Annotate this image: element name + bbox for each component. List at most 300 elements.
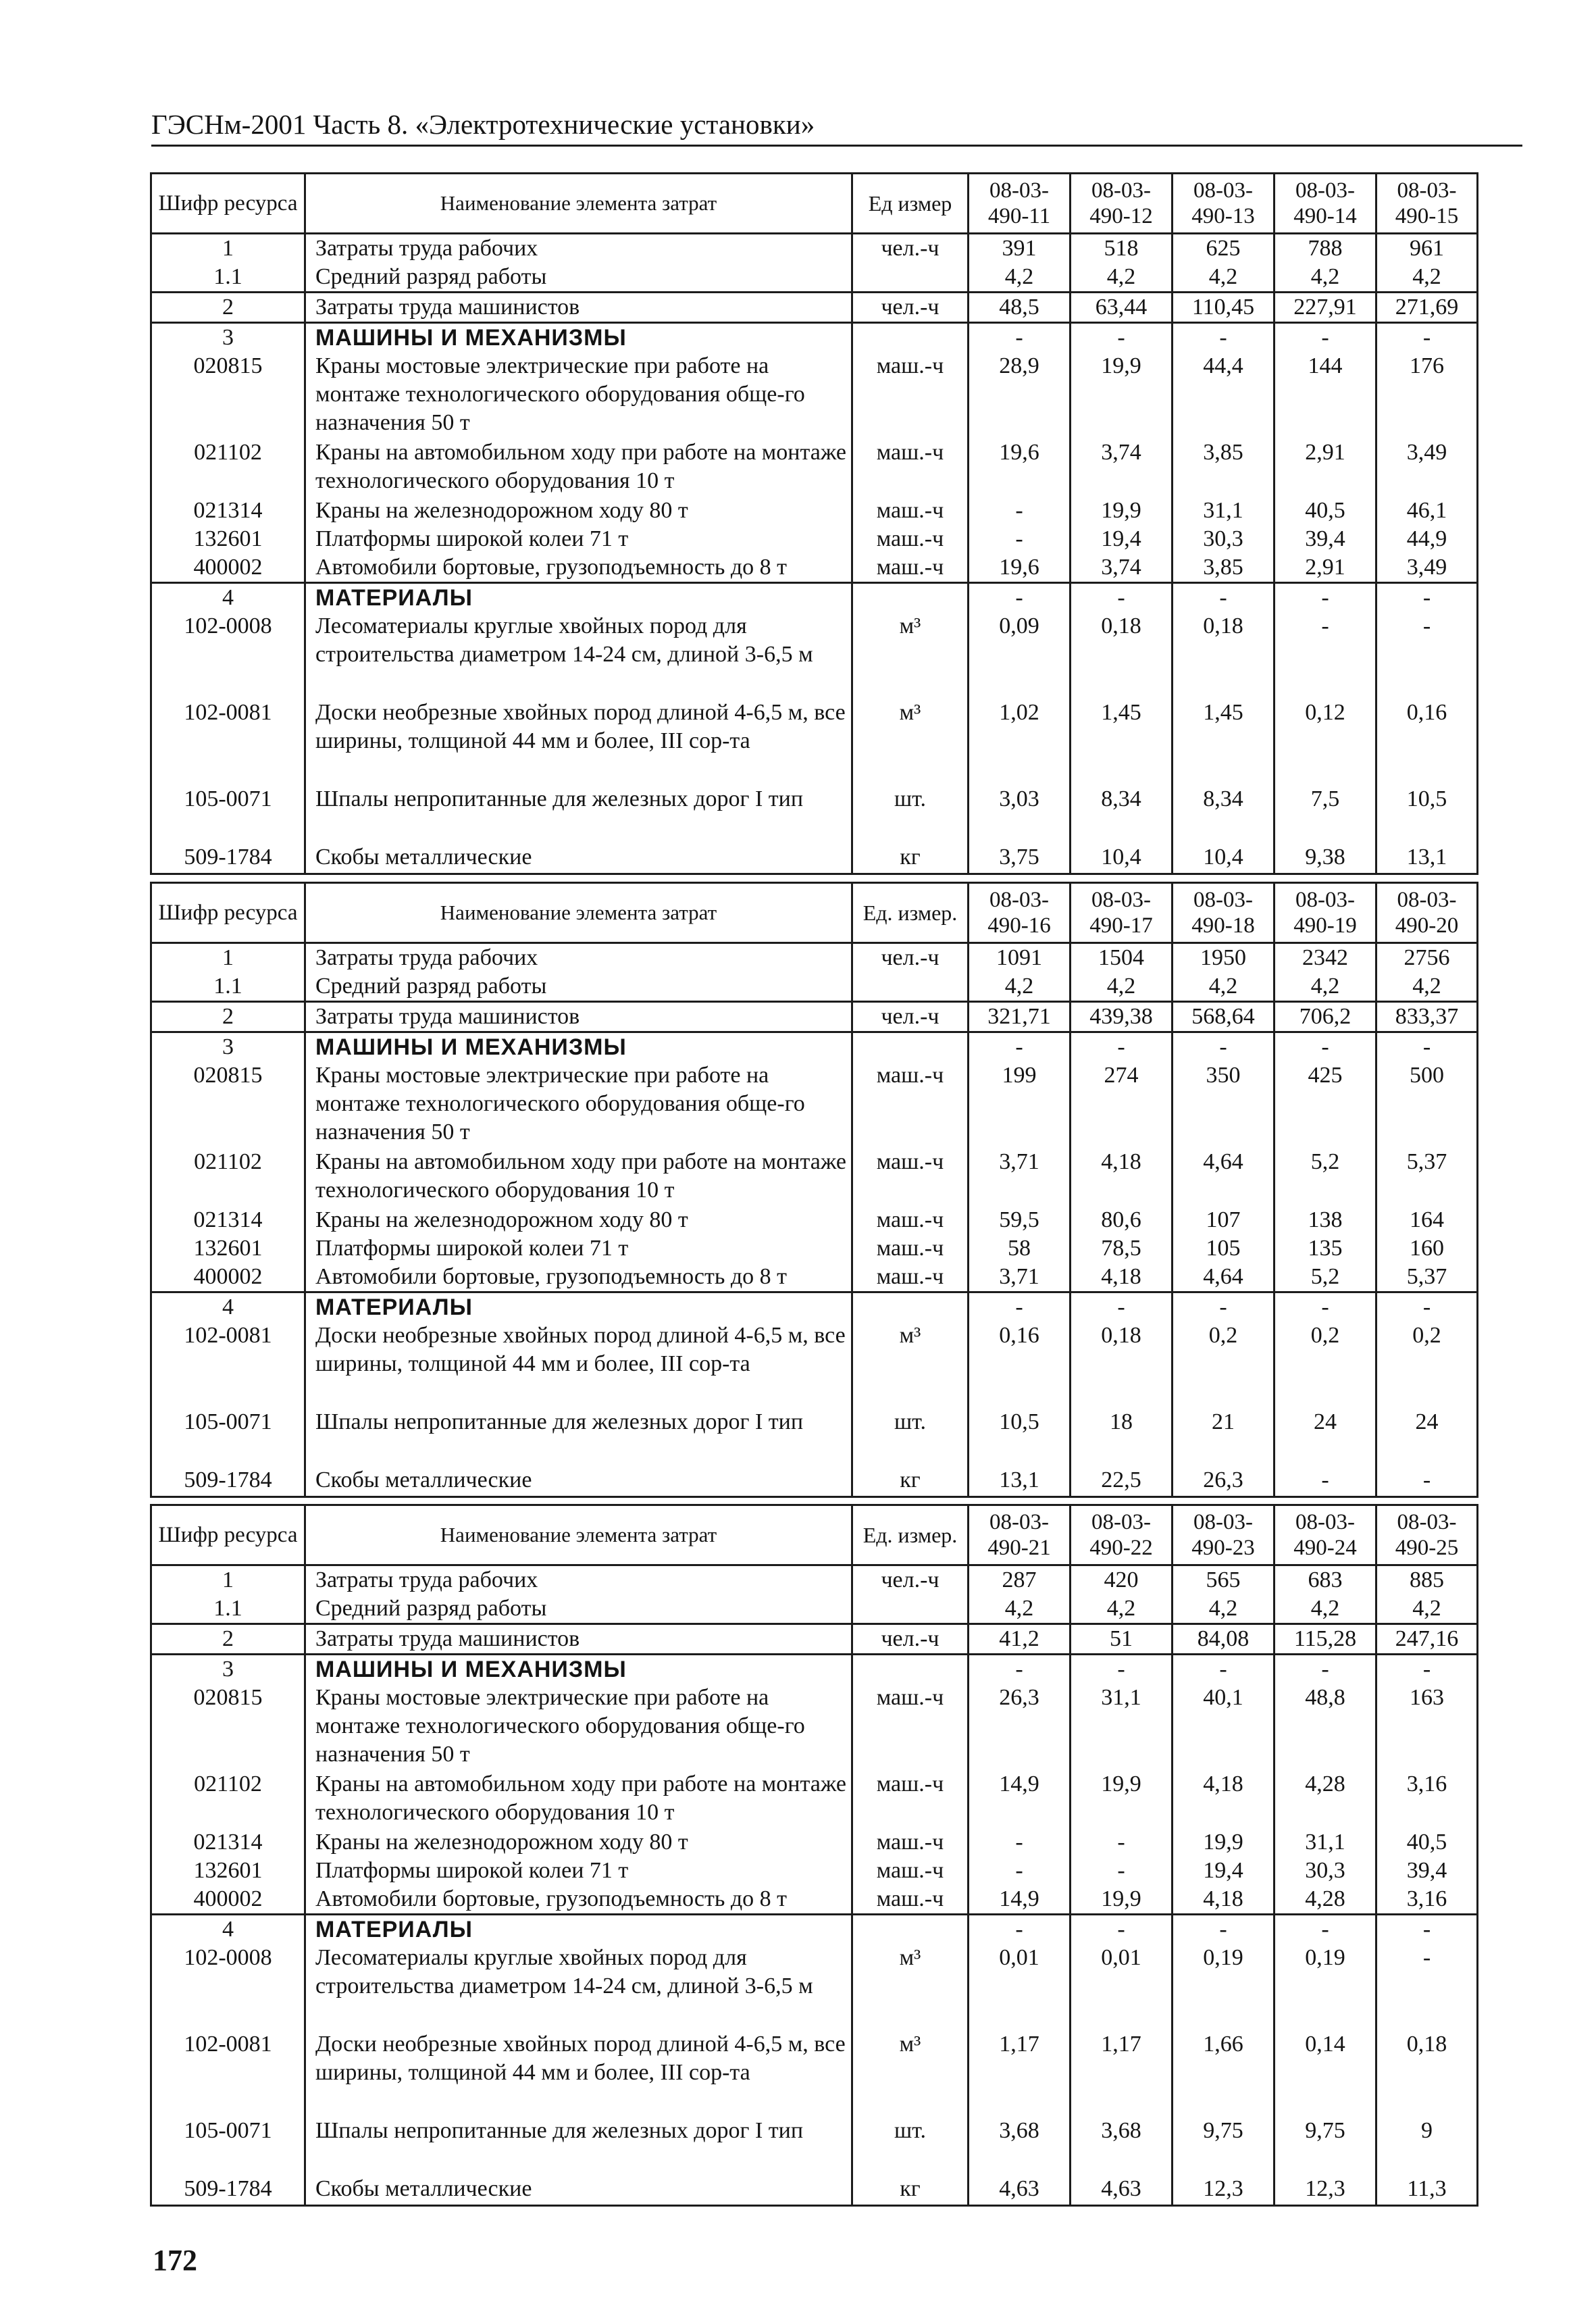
resource-value: 2342 xyxy=(1275,943,1376,973)
resource-code: 509-1784 xyxy=(151,2175,305,2206)
resource-name: Доски необрезные хвойных пород длиной 4-6,5 м, все ширины, толщиной 44 мм и более, III сор-та xyxy=(305,2030,852,2117)
resource-name: Платформы широкой колеи 71 т xyxy=(305,1234,852,1263)
column-header-norm: 08-03-490-23 xyxy=(1173,1505,1275,1565)
column-header-norm: 08-03-490-15 xyxy=(1376,174,1478,234)
resource-value: 0,18 xyxy=(1071,1322,1173,1408)
resource-unit: маш.-ч xyxy=(852,497,969,525)
resource-value: 19,9 xyxy=(1071,1770,1173,1828)
resource-value: 3,16 xyxy=(1376,1770,1478,1828)
resource-name: Автомобили бортовые, грузоподъемность до 8 т xyxy=(305,553,852,583)
resource-name: Доски необрезные хвойных пород длиной 4-6,5 м, все ширины, толщиной 44 мм и более, III сор-та xyxy=(305,1322,852,1408)
resource-unit: маш.-ч xyxy=(852,1234,969,1263)
table-row xyxy=(151,583,1478,613)
resource-value: 350 xyxy=(1173,1061,1275,1148)
resource-unit: маш.-ч xyxy=(852,438,969,497)
resource-unit: кг xyxy=(852,2175,969,2206)
resource-unit: чел.-ч xyxy=(852,1002,969,1032)
resource-value: 19,9 xyxy=(1071,497,1173,525)
resource-value: 4,2 xyxy=(1173,972,1275,1002)
table-row xyxy=(151,1857,1478,1885)
column-header-norm: 08-03-490-24 xyxy=(1275,1505,1376,1565)
table-row xyxy=(151,1565,1478,1595)
resource-value: 11,3 xyxy=(1376,2175,1478,2206)
resource-value: 4,2 xyxy=(1275,1594,1376,1624)
resource-value: 3,16 xyxy=(1376,1885,1478,1915)
resource-value: 199 xyxy=(969,1061,1071,1148)
resource-code: 1 xyxy=(151,234,305,263)
column-header-norm: 08-03-490-13 xyxy=(1173,174,1275,234)
resource-value: 3,49 xyxy=(1376,438,1478,497)
resource-value: 271,69 xyxy=(1376,293,1478,323)
resource-name: Шпалы непропитанные для железных дорог I тип xyxy=(305,1408,852,1466)
table-row xyxy=(151,1655,1478,1684)
resource-value: 19,4 xyxy=(1173,1857,1275,1885)
resource-name: МАШИНЫ И МЕХАНИЗМЫ xyxy=(305,1655,852,1684)
resource-code: 400002 xyxy=(151,553,305,583)
table-row xyxy=(151,1770,1478,1828)
resource-name: Краны мостовые электрические при работе на монтаже технологического оборудования обще-го назначения 50 т xyxy=(305,1061,852,1148)
resource-code: 102-0081 xyxy=(151,699,305,785)
column-header-norm: 08-03-490-17 xyxy=(1071,883,1173,943)
resource-code: 400002 xyxy=(151,1885,305,1915)
table-row xyxy=(151,843,1478,874)
resource-value: 13,1 xyxy=(1376,843,1478,874)
table-row xyxy=(151,1263,1478,1292)
resource-unit: чел.-ч xyxy=(852,234,969,263)
resource-value: - xyxy=(969,1828,1071,1857)
resource-value: 14,9 xyxy=(969,1885,1071,1915)
resource-code: 020815 xyxy=(151,352,305,438)
resource-value: 1504 xyxy=(1071,943,1173,973)
resource-code: 1.1 xyxy=(151,263,305,293)
resource-value: 3,71 xyxy=(969,1148,1071,1206)
resource-value: 138 xyxy=(1275,1206,1376,1234)
resource-value: - xyxy=(1275,1032,1376,1062)
resource-value: 19,9 xyxy=(1071,1885,1173,1915)
resource-value: 0,18 xyxy=(1376,2030,1478,2117)
resource-code: 2 xyxy=(151,1624,305,1655)
column-header-code: Шифр ресурса xyxy=(151,883,305,943)
resource-name: Скобы металлические xyxy=(305,1466,852,1497)
resource-value: 19,4 xyxy=(1071,525,1173,553)
resource-code: 021314 xyxy=(151,1206,305,1234)
resource-unit: маш.-ч xyxy=(852,525,969,553)
table-row xyxy=(151,2030,1478,2117)
table-row xyxy=(151,1684,1478,1770)
resource-unit xyxy=(852,1292,969,1322)
resource-value: 163 xyxy=(1376,1684,1478,1770)
resource-value: - xyxy=(969,323,1071,353)
resource-unit: маш.-ч xyxy=(852,1885,969,1915)
resource-code: 105-0071 xyxy=(151,1408,305,1466)
resource-name: Платформы широкой колеи 71 т xyxy=(305,525,852,553)
resource-unit xyxy=(852,583,969,613)
resource-value: 31,1 xyxy=(1071,1684,1173,1770)
resource-value: 0,2 xyxy=(1275,1322,1376,1408)
resource-code: 021314 xyxy=(151,1828,305,1857)
resource-value: 2,91 xyxy=(1275,438,1376,497)
resource-code: 105-0071 xyxy=(151,785,305,843)
resource-value: 10,4 xyxy=(1071,843,1173,874)
resource-value: - xyxy=(1275,1466,1376,1497)
resource-code: 102-0008 xyxy=(151,1944,305,2030)
resource-value: - xyxy=(1173,1655,1275,1684)
resource-value: 19,9 xyxy=(1071,352,1173,438)
resource-value: 4,2 xyxy=(969,263,1071,293)
resource-value: 58 xyxy=(969,1234,1071,1263)
resource-value: - xyxy=(1275,612,1376,699)
table-row xyxy=(151,612,1478,699)
resource-name: Затраты труда машинистов xyxy=(305,1624,852,1655)
table-row xyxy=(151,1148,1478,1206)
resource-value: 4,2 xyxy=(1275,972,1376,1002)
resource-value: 26,3 xyxy=(969,1684,1071,1770)
resource-value: - xyxy=(1376,1944,1478,2030)
resource-value: 40,1 xyxy=(1173,1684,1275,1770)
table-header-row xyxy=(151,1505,1478,1565)
resource-value: 9,75 xyxy=(1275,2117,1376,2175)
column-header-norm: 08-03-490-14 xyxy=(1275,174,1376,234)
resource-value: 4,2 xyxy=(1376,263,1478,293)
resource-value: 10,4 xyxy=(1173,843,1275,874)
resource-value: 0,01 xyxy=(1071,1944,1173,2030)
resource-value: 2,91 xyxy=(1275,553,1376,583)
resource-name: Затраты труда машинистов xyxy=(305,1002,852,1032)
resource-value: - xyxy=(1376,612,1478,699)
resource-value: 420 xyxy=(1071,1565,1173,1595)
table-row xyxy=(151,1061,1478,1148)
resource-value: - xyxy=(1071,1655,1173,1684)
resource-code: 4 xyxy=(151,1915,305,1944)
header-divider xyxy=(151,145,1522,147)
resource-value: - xyxy=(1376,583,1478,613)
table-row xyxy=(151,323,1478,353)
column-header-code: Шифр ресурса xyxy=(151,1505,305,1565)
resource-value: 1,66 xyxy=(1173,2030,1275,2117)
resource-unit xyxy=(852,1594,969,1624)
resource-unit: шт. xyxy=(852,2117,969,2175)
resource-unit: маш.-ч xyxy=(852,352,969,438)
resource-value: 48,5 xyxy=(969,293,1071,323)
resource-value: - xyxy=(1275,1915,1376,1944)
resource-value: 51 xyxy=(1071,1624,1173,1655)
table-row xyxy=(151,352,1478,438)
resource-value: - xyxy=(1173,1032,1275,1062)
resource-value: 4,63 xyxy=(969,2175,1071,2206)
resource-value: 28,9 xyxy=(969,352,1071,438)
resource-name: Автомобили бортовые, грузоподъемность до 8 т xyxy=(305,1885,852,1915)
column-header-norm: 08-03-490-11 xyxy=(969,174,1071,234)
resource-value: 3,68 xyxy=(969,2117,1071,2175)
resource-value: 0,19 xyxy=(1275,1944,1376,2030)
resource-unit: кг xyxy=(852,1466,969,1497)
resource-name: Шпалы непропитанные для железных дорог I тип xyxy=(305,785,852,843)
resource-value: 4,64 xyxy=(1173,1148,1275,1206)
resource-name: МАТЕРИАЛЫ xyxy=(305,1915,852,1944)
resource-value: 3,03 xyxy=(969,785,1071,843)
table-row xyxy=(151,1322,1478,1408)
resource-value: 9,38 xyxy=(1275,843,1376,874)
resource-value: 247,16 xyxy=(1376,1624,1478,1655)
resource-value: 2756 xyxy=(1376,943,1478,973)
resource-code: 102-0081 xyxy=(151,2030,305,2117)
resource-value: 4,2 xyxy=(1071,972,1173,1002)
resource-value: - xyxy=(1173,323,1275,353)
resource-value: - xyxy=(969,583,1071,613)
resource-value: 0,16 xyxy=(969,1322,1071,1408)
resource-value: 1,17 xyxy=(1071,2030,1173,2117)
resource-code: 2 xyxy=(151,1002,305,1032)
column-header-norm: 08-03-490-16 xyxy=(969,883,1071,943)
resource-unit: маш.-ч xyxy=(852,1061,969,1148)
page-number: 172 xyxy=(153,2244,197,2277)
resource-value: - xyxy=(1071,1828,1173,1857)
resource-unit: чел.-ч xyxy=(852,1624,969,1655)
table-row xyxy=(151,497,1478,525)
resource-value: - xyxy=(1376,1915,1478,1944)
resource-value: - xyxy=(1071,583,1173,613)
resource-value: 4,2 xyxy=(969,972,1071,1002)
resource-name: Краны мостовые электрические при работе на монтаже технологического оборудования обще-го назначения 50 т xyxy=(305,352,852,438)
resource-unit: м³ xyxy=(852,1322,969,1408)
resource-value: 4,2 xyxy=(1275,263,1376,293)
table-row xyxy=(151,943,1478,973)
resource-value: - xyxy=(1071,1915,1173,1944)
resource-value: 30,3 xyxy=(1173,525,1275,553)
resource-table xyxy=(150,882,1478,1498)
column-header-norm: 08-03-490-18 xyxy=(1173,883,1275,943)
resource-value: - xyxy=(969,1915,1071,1944)
resource-value: 105 xyxy=(1173,1234,1275,1263)
table-row xyxy=(151,1885,1478,1915)
resource-code: 020815 xyxy=(151,1061,305,1148)
table-row xyxy=(151,1624,1478,1655)
table-row xyxy=(151,1594,1478,1624)
resource-value: 3,68 xyxy=(1071,2117,1173,2175)
table-row xyxy=(151,1292,1478,1322)
resource-value: 0,2 xyxy=(1173,1322,1275,1408)
resource-value: 706,2 xyxy=(1275,1002,1376,1032)
resource-value: - xyxy=(1376,1466,1478,1497)
resource-value: 961 xyxy=(1376,234,1478,263)
resource-value: - xyxy=(969,1292,1071,1322)
resource-unit: шт. xyxy=(852,785,969,843)
resource-value: 26,3 xyxy=(1173,1466,1275,1497)
resource-value: 12,3 xyxy=(1275,2175,1376,2206)
resource-value: 30,3 xyxy=(1275,1857,1376,1885)
resource-value: - xyxy=(1275,1655,1376,1684)
resource-value: 500 xyxy=(1376,1061,1478,1148)
resource-unit: чел.-ч xyxy=(852,293,969,323)
resource-value: 110,45 xyxy=(1173,293,1275,323)
resource-name: Краны на автомобильном ходу при работе на монтаже технологического оборудования 10 т xyxy=(305,1770,852,1828)
resource-value: 9 xyxy=(1376,2117,1478,2175)
resource-unit: маш.-ч xyxy=(852,1828,969,1857)
resource-name: Скобы металлические xyxy=(305,2175,852,2206)
table-header-row xyxy=(151,883,1478,943)
resource-code: 102-0008 xyxy=(151,612,305,699)
resource-unit: маш.-ч xyxy=(852,1770,969,1828)
resource-value: 5,2 xyxy=(1275,1263,1376,1292)
resource-value: 31,1 xyxy=(1275,1828,1376,1857)
table-row xyxy=(151,1944,1478,2030)
resource-value: 176 xyxy=(1376,352,1478,438)
resource-value: 22,5 xyxy=(1071,1466,1173,1497)
resource-value: 1950 xyxy=(1173,943,1275,973)
resource-value: - xyxy=(969,497,1071,525)
resource-value: 7,5 xyxy=(1275,785,1376,843)
resource-value: 24 xyxy=(1376,1408,1478,1466)
column-header-norm: 08-03-490-12 xyxy=(1071,174,1173,234)
resource-name: Доски необрезные хвойных пород длиной 4-6,5 м, все ширины, толщиной 44 мм и более, III сор-та xyxy=(305,699,852,785)
resource-value: - xyxy=(1275,583,1376,613)
resource-value: 0,18 xyxy=(1071,612,1173,699)
resource-value: 41,2 xyxy=(969,1624,1071,1655)
resource-value: - xyxy=(1071,1857,1173,1885)
resource-unit xyxy=(852,263,969,293)
resource-code: 3 xyxy=(151,1655,305,1684)
resource-code: 3 xyxy=(151,323,305,353)
resource-value: 4,63 xyxy=(1071,2175,1173,2206)
resource-name: Краны на железнодорожном ходу 80 т xyxy=(305,1206,852,1234)
table-row xyxy=(151,1032,1478,1062)
resource-value: 5,37 xyxy=(1376,1263,1478,1292)
table-row xyxy=(151,1915,1478,1944)
resource-code: 509-1784 xyxy=(151,843,305,874)
resource-name: МАШИНЫ И МЕХАНИЗМЫ xyxy=(305,1032,852,1062)
resource-value: 0,18 xyxy=(1173,612,1275,699)
resource-name: Средний разряд работы xyxy=(305,972,852,1002)
resource-unit: кг xyxy=(852,843,969,874)
resource-code: 1 xyxy=(151,943,305,973)
resource-value: 1091 xyxy=(969,943,1071,973)
resource-name: Платформы широкой колеи 71 т xyxy=(305,1857,852,1885)
column-header-code: Шифр ресурса xyxy=(151,174,305,234)
resource-value: 3,74 xyxy=(1071,438,1173,497)
resource-value: 3,75 xyxy=(969,843,1071,874)
resource-value: - xyxy=(969,525,1071,553)
resource-value: - xyxy=(1173,583,1275,613)
resource-unit xyxy=(852,972,969,1002)
resource-name: Краны на автомобильном ходу при работе на монтаже технологического оборудования 10 т xyxy=(305,438,852,497)
resource-unit: маш.-ч xyxy=(852,1148,969,1206)
resource-unit: шт. xyxy=(852,1408,969,1466)
resource-value: 683 xyxy=(1275,1565,1376,1595)
resource-value: 4,2 xyxy=(1376,972,1478,1002)
table-row xyxy=(151,1828,1478,1857)
resource-name: МАТЕРИАЛЫ xyxy=(305,1292,852,1322)
table-row xyxy=(151,234,1478,263)
resource-value: 274 xyxy=(1071,1061,1173,1148)
table-row xyxy=(151,2117,1478,2175)
table-header-row xyxy=(151,174,1478,234)
resource-code: 021314 xyxy=(151,497,305,525)
resource-name: Затраты труда рабочих xyxy=(305,234,852,263)
resource-code: 021102 xyxy=(151,1148,305,1206)
resource-value: 12,3 xyxy=(1173,2175,1275,2206)
resource-value: 4,2 xyxy=(1376,1594,1478,1624)
resource-code: 132601 xyxy=(151,525,305,553)
resource-code: 1.1 xyxy=(151,972,305,1002)
resource-value: 19,9 xyxy=(1173,1828,1275,1857)
resource-value: - xyxy=(969,1032,1071,1062)
resource-code: 021102 xyxy=(151,438,305,497)
resource-name: Краны на железнодорожном ходу 80 т xyxy=(305,497,852,525)
resource-unit: м³ xyxy=(852,699,969,785)
table-row xyxy=(151,525,1478,553)
resource-value: 1,45 xyxy=(1071,699,1173,785)
resource-name: МАТЕРИАЛЫ xyxy=(305,583,852,613)
resource-value: 4,64 xyxy=(1173,1263,1275,1292)
resource-unit xyxy=(852,1032,969,1062)
resource-value: 18 xyxy=(1071,1408,1173,1466)
resource-value: 80,6 xyxy=(1071,1206,1173,1234)
resource-value: 1,45 xyxy=(1173,699,1275,785)
resource-value: 10,5 xyxy=(1376,785,1478,843)
resource-value: 78,5 xyxy=(1071,1234,1173,1263)
resource-value: 4,2 xyxy=(1173,1594,1275,1624)
table-row xyxy=(151,1234,1478,1263)
resource-unit: маш.-ч xyxy=(852,553,969,583)
resource-name: Средний разряд работы xyxy=(305,1594,852,1624)
resource-value: 4,2 xyxy=(1071,263,1173,293)
resource-value: - xyxy=(1173,1292,1275,1322)
resource-value: 3,85 xyxy=(1173,438,1275,497)
table-row xyxy=(151,2175,1478,2206)
table-row xyxy=(151,553,1478,583)
resource-value: - xyxy=(1071,1292,1173,1322)
resource-code: 020815 xyxy=(151,1684,305,1770)
resource-value: - xyxy=(969,1857,1071,1885)
resource-value: 115,28 xyxy=(1275,1624,1376,1655)
table-row xyxy=(151,263,1478,293)
resource-value: 391 xyxy=(969,234,1071,263)
resource-value: 164 xyxy=(1376,1206,1478,1234)
resource-code: 1 xyxy=(151,1565,305,1595)
resource-value: 321,71 xyxy=(969,1002,1071,1032)
column-header-norm: 08-03-490-19 xyxy=(1275,883,1376,943)
resource-code: 2 xyxy=(151,293,305,323)
resource-value: 568,64 xyxy=(1173,1002,1275,1032)
resource-value: 84,08 xyxy=(1173,1624,1275,1655)
resource-unit xyxy=(852,323,969,353)
column-header-name: Наименование элемента затрат xyxy=(305,174,852,234)
resource-unit xyxy=(852,1655,969,1684)
resource-value: 3,49 xyxy=(1376,553,1478,583)
resource-code: 400002 xyxy=(151,1263,305,1292)
table-row xyxy=(151,699,1478,785)
resource-name: Скобы металлические xyxy=(305,843,852,874)
resource-value: 8,34 xyxy=(1071,785,1173,843)
resource-value: 4,28 xyxy=(1275,1885,1376,1915)
table-row xyxy=(151,1466,1478,1497)
resource-value: 14,9 xyxy=(969,1770,1071,1828)
resource-value: 4,2 xyxy=(1071,1594,1173,1624)
resource-value: 0,14 xyxy=(1275,2030,1376,2117)
resource-value: 4,18 xyxy=(1173,1885,1275,1915)
resource-value: 439,38 xyxy=(1071,1002,1173,1032)
resource-code: 021102 xyxy=(151,1770,305,1828)
resource-value: 107 xyxy=(1173,1206,1275,1234)
resource-value: 565 xyxy=(1173,1565,1275,1595)
resource-value: - xyxy=(1376,1655,1478,1684)
resource-name: Средний разряд работы xyxy=(305,263,852,293)
resource-value: 425 xyxy=(1275,1061,1376,1148)
resource-value: 0,12 xyxy=(1275,699,1376,785)
resource-value: 8,34 xyxy=(1173,785,1275,843)
resource-value: 4,18 xyxy=(1071,1263,1173,1292)
column-header-unit: Ед. измер. xyxy=(852,883,969,943)
